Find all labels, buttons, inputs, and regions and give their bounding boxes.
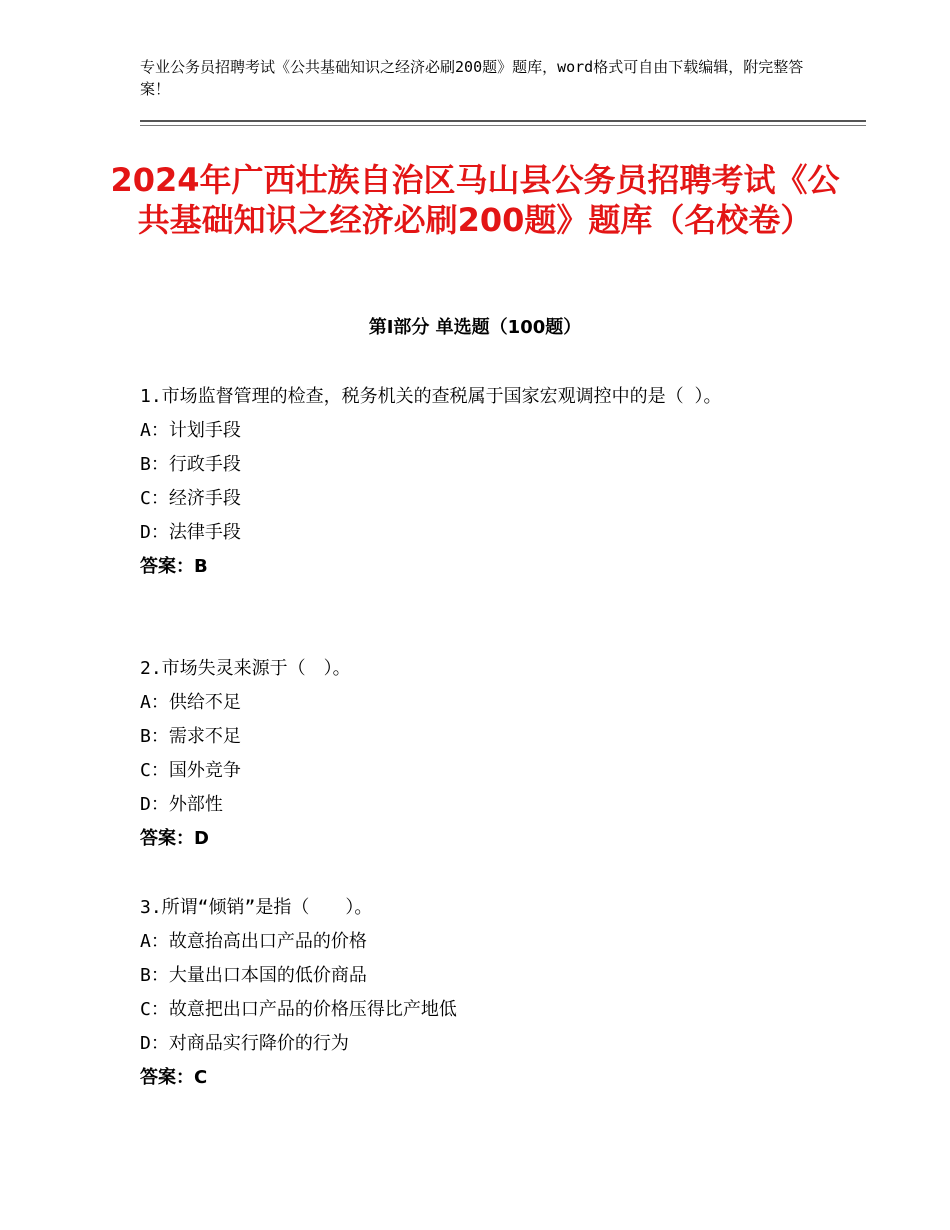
question-3 [140,891,820,1095]
header-divider-thin [140,125,866,126]
question-stem: 3.所谓“倾销”是指（ ）。 [140,897,373,918]
question-2 [140,652,820,856]
option-d: D：法律手段 [140,522,241,543]
question-1 [140,380,820,584]
option-d: D：外部性 [140,794,223,815]
question-stem: 1.市场监督管理的检查，税务机关的查税属于国家宏观调控中的是（ ）。 [140,386,722,407]
header-note: 专业公务员招聘考试《公共基础知识之经济必刷200题》题库，word格式可自由下载编辑，附完整答案！ [140,58,804,98]
option-b: B：大量出口本国的低价商品 [140,965,367,986]
section-heading: 第Ⅰ部分 单选题（100题） [368,317,582,338]
header-divider-thick [140,120,866,122]
option-c: C：故意把出口产品的价格压得比产地低 [140,999,457,1020]
answer: 答案：C [140,1067,208,1088]
option-a: A：计划手段 [140,420,241,441]
option-c: C：经济手段 [140,488,241,509]
answer: 答案：D [140,828,209,849]
document-title: 2024年广西壮族自治区马山县公务员招聘考试《公共基础知识之经济必刷200题》题库（名校卷） [110,161,840,239]
option-b: B：行政手段 [140,454,241,475]
option-a: A：供给不足 [140,692,241,713]
option-b: B：需求不足 [140,726,241,747]
answer: 答案：B [140,556,208,577]
option-c: C：国外竞争 [140,760,241,781]
option-d: D：对商品实行降价的行为 [140,1033,349,1054]
question-stem: 2.市场失灵来源于（ ）。 [140,658,351,679]
option-a: A：故意抬高出口产品的价格 [140,931,367,952]
